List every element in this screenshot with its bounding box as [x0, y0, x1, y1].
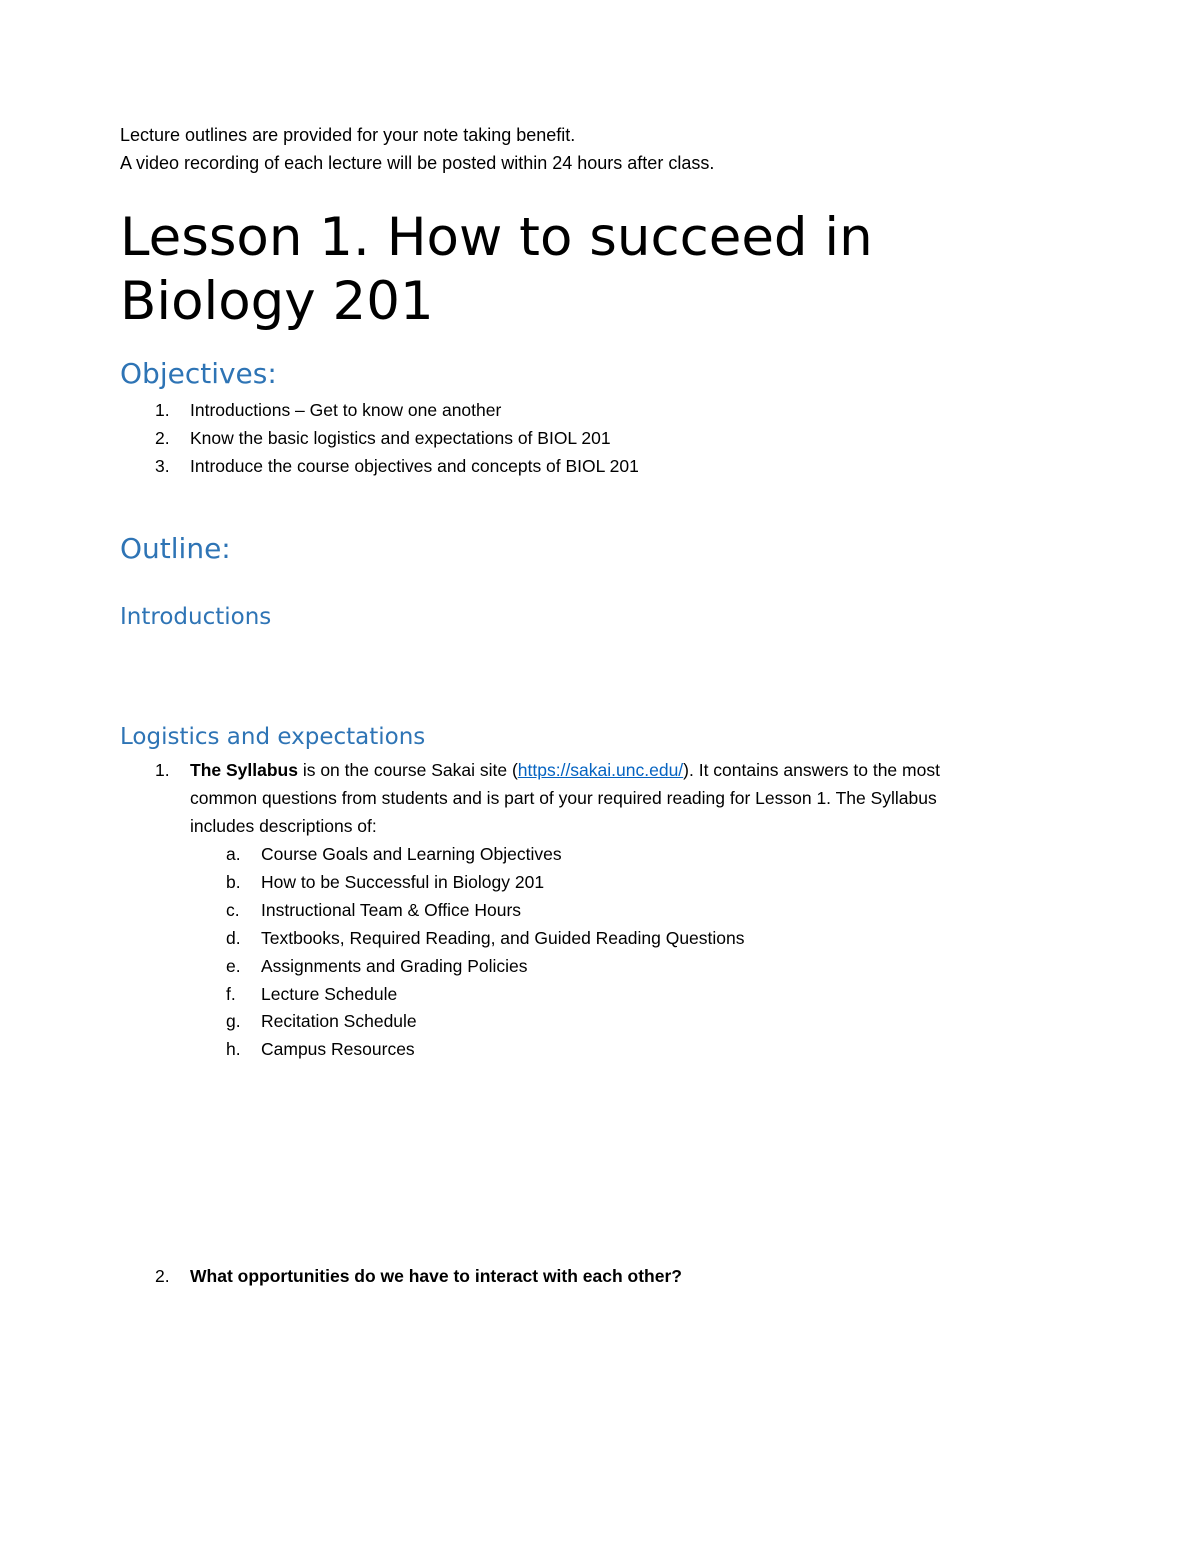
subitem-marker: h. — [226, 1039, 241, 1059]
objectives-heading: Objectives: — [120, 357, 277, 390]
subitem-marker: c. — [226, 900, 240, 920]
subitem-text: How to be Successful in Biology 201 — [261, 872, 545, 892]
syllabus-text-b: ). It contains answers to the most — [683, 760, 940, 780]
subitem-text: Course Goals and Learning Objectives — [261, 844, 562, 864]
subitem-marker: d. — [226, 928, 241, 948]
syllabus-line-1 — [190, 756, 940, 784]
subitem-text: Lecture Schedule — [261, 984, 398, 1004]
subitem-text: Textbooks, Required Reading, and Guided Reading Questions — [261, 928, 745, 948]
subitem-marker: f. — [226, 984, 236, 1004]
page-title — [120, 206, 1020, 334]
list-marker: 2. — [155, 428, 170, 448]
logistics-heading: Logistics and expectations — [120, 724, 426, 750]
intro-line-2: A video recording of each lecture will be posted within 24 hours after class. — [120, 153, 715, 173]
interaction-question: What opportunities do we have to interact with each other? — [190, 1266, 682, 1286]
list-marker: 3. — [155, 456, 170, 476]
syllabus-line-3: includes descriptions of: — [190, 816, 377, 836]
subitem-marker: e. — [226, 956, 241, 976]
objective-item — [155, 452, 170, 480]
logistics-item-marker: 1. — [155, 760, 170, 780]
objective-item-text: Know the basic logistics and expectations of BIOL 201 — [190, 428, 611, 448]
objective-item — [155, 396, 170, 424]
logistics-item-marker: 2. — [155, 1266, 170, 1286]
sakai-link[interactable]: https://sakai.unc.edu/ — [517, 760, 684, 780]
objective-item-text: Introductions – Get to know one another — [190, 400, 502, 420]
syllabus-line-2: common questions from students and is part of your required reading for Lesson 1. The Syllabus — [190, 788, 937, 808]
syllabus-text-a: is on the course Sakai site ( — [297, 760, 518, 780]
intro-line-1: Lecture outlines are provided for your note taking benefit. — [120, 125, 576, 145]
outline-heading: Outline: — [120, 532, 231, 565]
subitem-text: Campus Resources — [261, 1039, 415, 1059]
subitem-text: Assignments and Grading Policies — [261, 956, 528, 976]
subitem-marker: a. — [226, 844, 241, 864]
objective-item — [155, 424, 170, 452]
subitem-marker: b. — [226, 872, 241, 892]
subitem-text: Recitation Schedule — [261, 1011, 417, 1031]
syllabus-bold-lead: The Syllabus — [190, 760, 298, 780]
subitem-text: Instructional Team & Office Hours — [261, 900, 522, 920]
subitem-marker: g. — [226, 1011, 241, 1031]
introductions-heading: Introductions — [120, 604, 272, 630]
title-line-2: Biology 201 — [120, 271, 434, 332]
title-line-1: Lesson 1. How to succeed in — [120, 207, 873, 268]
list-marker: 1. — [155, 400, 170, 420]
objective-item-text: Introduce the course objectives and concepts of BIOL 201 — [190, 456, 639, 476]
